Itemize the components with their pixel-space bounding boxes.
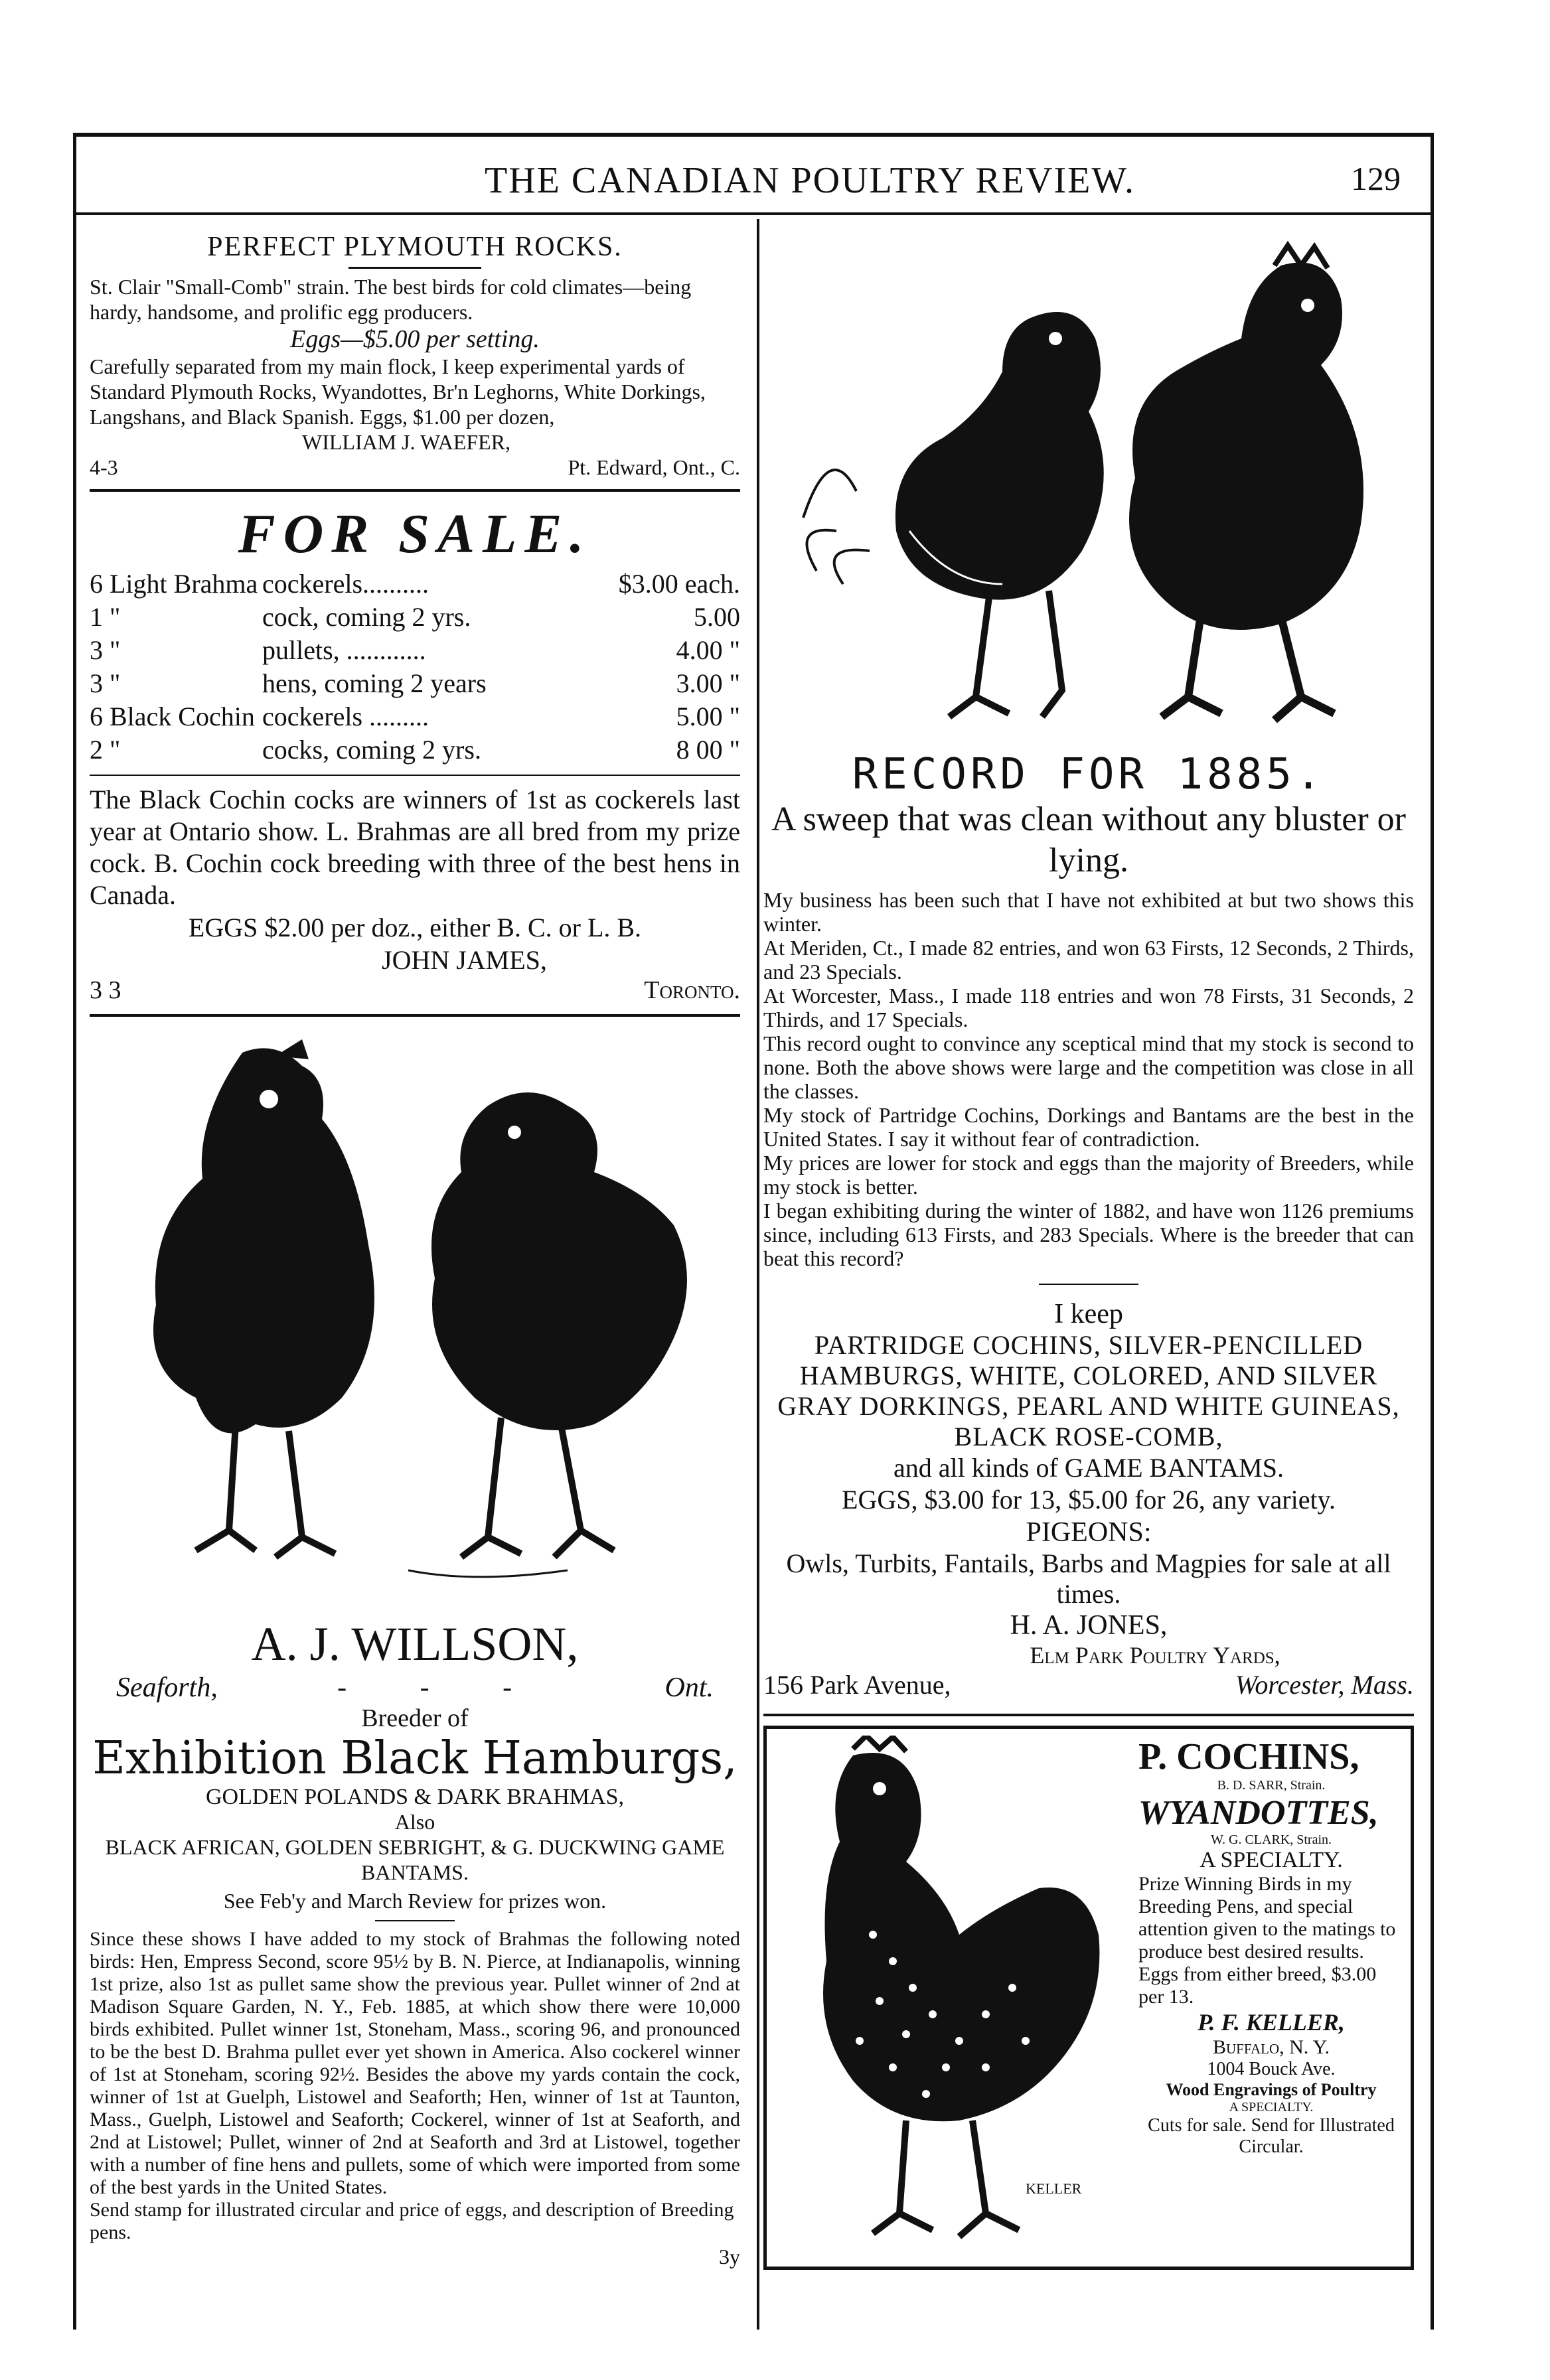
sale-row [90, 601, 740, 634]
keller-strain2: W. G. CLARK, Strain. [1210, 1832, 1332, 1847]
short-rule [349, 267, 481, 269]
plymouth-name: WILLIAM J. WAEFER, [302, 430, 511, 454]
keller-engravings: Wood Engravings of Poultry [1166, 2080, 1377, 2099]
sale-qty: 3 " [90, 668, 121, 698]
sale-price: $3.00 each. [618, 569, 740, 599]
record-p7: I began exhibiting during the winter of 1882, and have won 1126 premiums since, including 613 Firsts, and 283 Specials. Where is the breeder that can beat this record? [763, 1199, 1414, 1270]
willson-location [90, 1672, 740, 1704]
partridge-cochin-illustration [777, 239, 1401, 743]
keller-city: Buffalo, N. Y. [1213, 2036, 1330, 2058]
willson-see: See Feb'y and March Review for prizes won. [223, 1889, 607, 1913]
record-p2: At Meriden, Ct., I made 82 entries, and won 63 Firsts, 12 Seconds, 2 Thirds, and 23 Specials. [763, 936, 1414, 984]
sale-desc: cockerels.......... [262, 569, 429, 599]
sale-list [90, 567, 740, 767]
left-column [90, 232, 740, 2269]
plymouth-footer [90, 455, 740, 480]
plymouth-title: PERFECT PLYMOUTH ROCKS. [207, 232, 623, 262]
keller-engr-specialty: A SPECIALTY. [1229, 2100, 1314, 2115]
header-rule [73, 212, 1431, 215]
willson-prov: Ont. [664, 1673, 714, 1703]
sale-row [90, 634, 740, 667]
column-divider [757, 219, 759, 2330]
plymouth-eggs: Eggs—$5.00 per setting. [290, 325, 540, 353]
record-p5: My stock of Partridge Cochins, Dorkings and Bantams are the best in the United States. I say it without fear of contradiction. [763, 1103, 1414, 1151]
jones-name: H. A. JONES, [1010, 1610, 1168, 1641]
sale-qty: 6 Black Cochin [90, 702, 255, 731]
sale-desc: hens, coming 2 years [262, 668, 487, 698]
sale-row [90, 700, 740, 733]
keller-ad [763, 1726, 1414, 2270]
thin-rule [90, 775, 740, 776]
section-rule [90, 1014, 740, 1017]
jones-pigeon-list: Owls, Turbits, Fantails, Barbs and Magpies for sale at all times. [786, 1548, 1391, 1609]
plymouth-place: Pt. Edward, Ont., C. [568, 455, 740, 479]
record-p6: My prices are lower for stock and eggs than the majority of Breeders, while my stock is better. [763, 1151, 1414, 1199]
willson-sub1: GOLDEN POLANDS & DARK BRAHMAS, [206, 1785, 624, 1809]
keller-street: 1004 Bouck Ave. [1207, 2059, 1336, 2079]
record-body [763, 888, 1414, 1270]
willson-headline: Exhibition Black Hamburgs, [92, 1732, 737, 1785]
sale-desc: pullets, ............ [262, 635, 426, 665]
sale-price: 4.00 " [676, 635, 740, 665]
hamburg-pair-illustration [103, 1026, 727, 1610]
sale-body: The Black Cochin cocks are winners of 1st as cockerels last year at Ontario show. L. Brahmas are all bred from my prize cock. B. Cochin cock breeding with three of the best hens in Canada. [90, 784, 740, 910]
jones-ad [763, 239, 1414, 1700]
keller-specialty: A SPECIALTY. [1200, 1848, 1343, 1872]
jones-eggs: EGGS, $3.00 for 13, $5.00 for 26, any variety. [842, 1485, 1336, 1515]
sale-name: JOHN JAMES, [382, 945, 547, 975]
sale-footer [90, 976, 740, 1005]
sale-row [90, 733, 740, 767]
publication-title: THE CANADIAN POULTRY REVIEW. [485, 160, 1135, 201]
willson-name: A. J. WILLSON, [251, 1617, 579, 1671]
willson-body: Since these shows I have added to my stock of Brahmas the following noted birds: Hen, Empress Second, score 95½ by B. N. Pierce, at Indianapolis, winning 1st prize, also 1st as pullet same show the previous year. Pullet winner of 2nd at Madison Square Garden, N. Y., Feb. 1885, at which show there were 10,000 birds exhibited. Pullet winner 1st, Stoneham, Mass., scoring 96, and pronounced to be the best D. Brahma pullet ever yet shown in America. Also cockerel winner of 1st at Stoneham, scoring 92½. Besides the above my yards contain the cock, winner of 1st at Guelph, Listowel and Seaforth; Hen, winner of 1st at Taunton, Mass., Guelph, Listowel and Seaforth; Cockerel, winner of 1st at Seaforth, and 2nd at Listowel; Pullet, winner of 2nd at Seaforth and 3rd at Listowel, together with a number of fine hens and pullets, some of which were imported from some of the best yards in the United States. [90, 1928, 740, 2198]
plymouth-line1: St. Clair "Small-Comb" strain. The best birds for cold climates—being hardy, handsome, and prolific egg producers. [90, 275, 692, 324]
sale-price: 8 00 " [676, 735, 740, 765]
sale-row [90, 567, 740, 601]
sale-desc: cock, coming 2 yrs. [262, 602, 471, 632]
short-rule [375, 1920, 455, 1921]
plymouth-code: 4-3 [90, 455, 118, 479]
keller-illustration-wrap [773, 1736, 1132, 2260]
willson-sub2: BLACK AFRICAN, GOLDEN SEBRIGHT, & G. DUCKWING GAME BANTAMS. [105, 1835, 725, 1884]
sale-qty: 2 " [90, 735, 121, 765]
wyandotte-rooster-illustration [773, 1736, 1132, 2260]
keller-engraving-caption: KELLER [1026, 2180, 1082, 2197]
sale-qty: 6 Light Brahma [90, 569, 258, 599]
short-rule [1039, 1284, 1138, 1285]
keller-cuts: Cuts for sale. Send for Illustrated Circular. [1148, 2115, 1395, 2157]
willson-also: Also [394, 1810, 435, 1834]
sale-code: 3 3 [90, 976, 121, 1004]
for-sale-title: FOR SALE. [238, 503, 592, 565]
for-sale-ad [90, 501, 740, 1005]
sale-row [90, 667, 740, 700]
keller-strain1: B. D. SARR, Strain. [1217, 1778, 1326, 1793]
record-p3: At Worcester, Mass., I made 118 entries and won 78 Firsts, 31 Seconds, 2 Thirds, and 17 Specials. [763, 984, 1414, 1031]
running-head [73, 159, 1427, 219]
jones-city: Worcester, Mass. [1235, 1670, 1414, 1700]
willson-town: Seaforth, [116, 1673, 218, 1703]
record-p4: This record ought to convince any sceptical mind that my stock is second to none. Both the above shows were large and the competition was close in all the classes. [763, 1031, 1414, 1103]
sale-qty: 1 " [90, 602, 121, 632]
keller-eggs: Eggs from either breed, $3.00 per 13. [1138, 1963, 1377, 2008]
sale-price: 3.00 " [676, 668, 740, 698]
keller-wyandottes: WYANDOTTES, [1138, 1794, 1379, 1832]
jones-pigeons: PIGEONS: [1026, 1517, 1152, 1548]
sale-desc: cockerels ......... [262, 702, 429, 731]
sale-price: 5.00 [694, 602, 740, 632]
willson-code: 3y [719, 2245, 740, 2268]
willson-ad [90, 1026, 740, 2269]
jones-breeds: PARTRIDGE COCHINS, SILVER-PENCILLED HAMBURGS, WHITE, COLORED, AND SILVER GRAY DORKINGS, PEARL AND WHITE GUINEAS, BLACK ROSE-COMB, [777, 1330, 1400, 1451]
plymouth-ad [90, 232, 740, 480]
keller-name: P. F. KELLER, [1198, 2009, 1345, 2036]
record-p1: My business has been such that I have not exhibited at but two shows this winter. [763, 888, 1414, 936]
willson-breeder-of: Breeder of [361, 1704, 469, 1732]
keller-body: Prize Winning Birds in my Breeding Pens, and special attention given to the matings to produce best desired results. [1138, 1873, 1396, 1963]
willson-closing: Send stamp for illustrated circular and price of eggs, and description of Breeding pens. [90, 2199, 734, 2243]
plymouth-body: Carefully separated from my main flock, I keep experimental yards of Standard Plymouth Rocks, Wyandottes, Br'n Leghorns, White Dorkings, Langshans, and Black Spanish. Eggs, $1.00 per dozen, [90, 354, 706, 429]
jones-yards: Elm Park Poultry Yards, [1030, 1642, 1280, 1669]
sale-place: Toronto. [644, 976, 740, 1004]
jones-address-line [763, 1669, 1414, 1700]
page-number: 129 [1351, 160, 1401, 197]
sale-desc: cocks, coming 2 yrs. [262, 735, 481, 765]
record-title: RECORD FOR 1885. [852, 750, 1326, 799]
keller-p-cochins: P. COCHINS, [1138, 1736, 1359, 1777]
section-rule [763, 1714, 1414, 1716]
willson-dashes: - - - [337, 1673, 546, 1703]
newspaper-page [73, 60, 1440, 2343]
jones-bantams: and all kinds of GAME BANTAMS. [893, 1453, 1284, 1483]
jones-address: 156 Park Avenue, [763, 1670, 951, 1700]
sale-qty: 3 " [90, 635, 121, 665]
sale-eggs: EGGS $2.00 per doz., either B. C. or L. B. [188, 913, 642, 942]
right-column [763, 232, 1414, 2270]
record-subtitle: A sweep that was clean without any bluster or lying. [771, 800, 1406, 879]
section-rule [90, 489, 740, 492]
sale-price: 5.00 " [676, 702, 740, 731]
keller-text [1132, 1736, 1404, 2260]
jones-keep: I keep [1054, 1299, 1123, 1329]
